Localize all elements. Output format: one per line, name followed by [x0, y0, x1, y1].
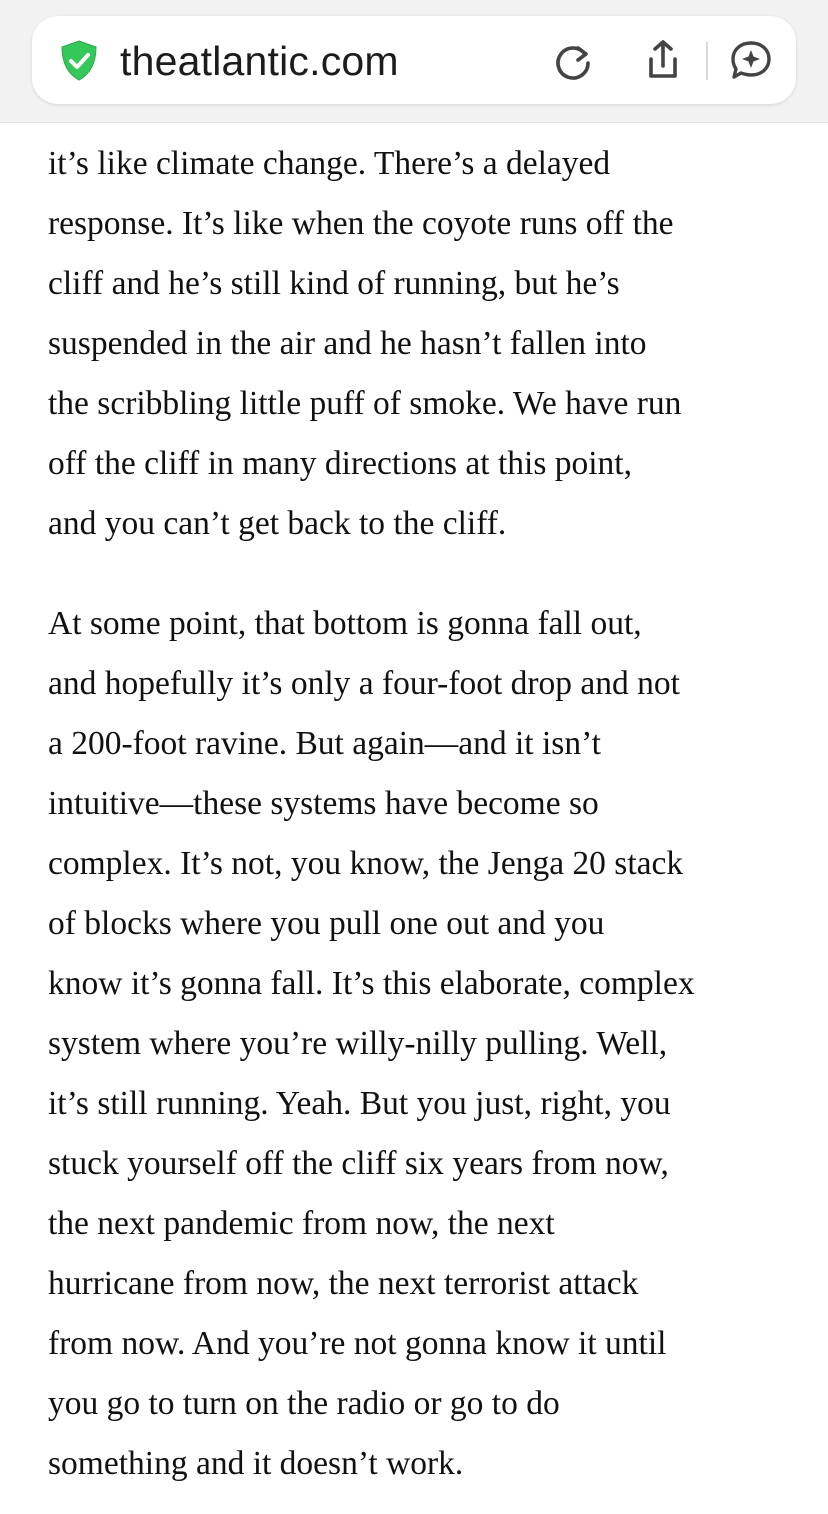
article-body	[48, 122, 788, 1514]
text-line: hurricane from now, the next terrorist attack	[48, 1265, 639, 1302]
paragraph-1	[48, 134, 788, 554]
text-line: complex. It’s not, you know, the Jenga 20 stack	[48, 845, 684, 882]
reload-icon[interactable]	[550, 38, 596, 84]
text-line: a 200-foot ravine. But again—and it isn’t	[48, 725, 601, 762]
text-line: cliff and he’s still kind of running, but he’s	[48, 265, 620, 302]
text-line: it’s like climate change. There’s a delayed	[48, 145, 611, 182]
share-icon[interactable]	[640, 38, 686, 84]
url-domain[interactable]: theatlantic.com	[120, 38, 399, 84]
text-line: something and it doesn’t work.	[48, 1445, 464, 1482]
text-line: stuck yourself off the cliff six years from now,	[48, 1145, 669, 1182]
text-line: system where you’re willy-nilly pulling. Well,	[48, 1025, 668, 1062]
text-line: from now. And you’re not gonna know it until	[48, 1325, 667, 1362]
text-line: At some point, that bottom is gonna fall out,	[48, 605, 642, 642]
text-line: off the cliff in many directions at this point,	[48, 445, 632, 482]
text-line: the next pandemic from now, the next	[48, 1205, 555, 1242]
text-line: know it’s gonna fall. It’s this elaborate, complex	[48, 965, 695, 1002]
text-line: of blocks where you pull one out and you	[48, 905, 605, 942]
text-line: suspended in the air and he hasn’t fallen into	[48, 325, 647, 362]
green-shield-check-icon[interactable]	[56, 38, 102, 84]
paragraph-2	[48, 594, 788, 1494]
text-line: intuitive—these systems have become so	[48, 785, 599, 822]
browser-toolbar	[0, 0, 828, 123]
text-line: and you can’t get back to the cliff.	[48, 505, 507, 542]
toolbar-divider	[706, 42, 708, 80]
text-line: it’s still running. Yeah. But you just, right, you	[48, 1085, 671, 1122]
text-line: the scribbling little puff of smoke. We have run	[48, 385, 682, 422]
text-line: response. It’s like when the coyote runs off the	[48, 205, 674, 242]
text-line: you go to turn on the radio or go to do	[48, 1385, 560, 1422]
text-line: and hopefully it’s only a four-foot drop and not	[48, 665, 680, 702]
sparkle-chat-icon[interactable]	[728, 38, 774, 84]
